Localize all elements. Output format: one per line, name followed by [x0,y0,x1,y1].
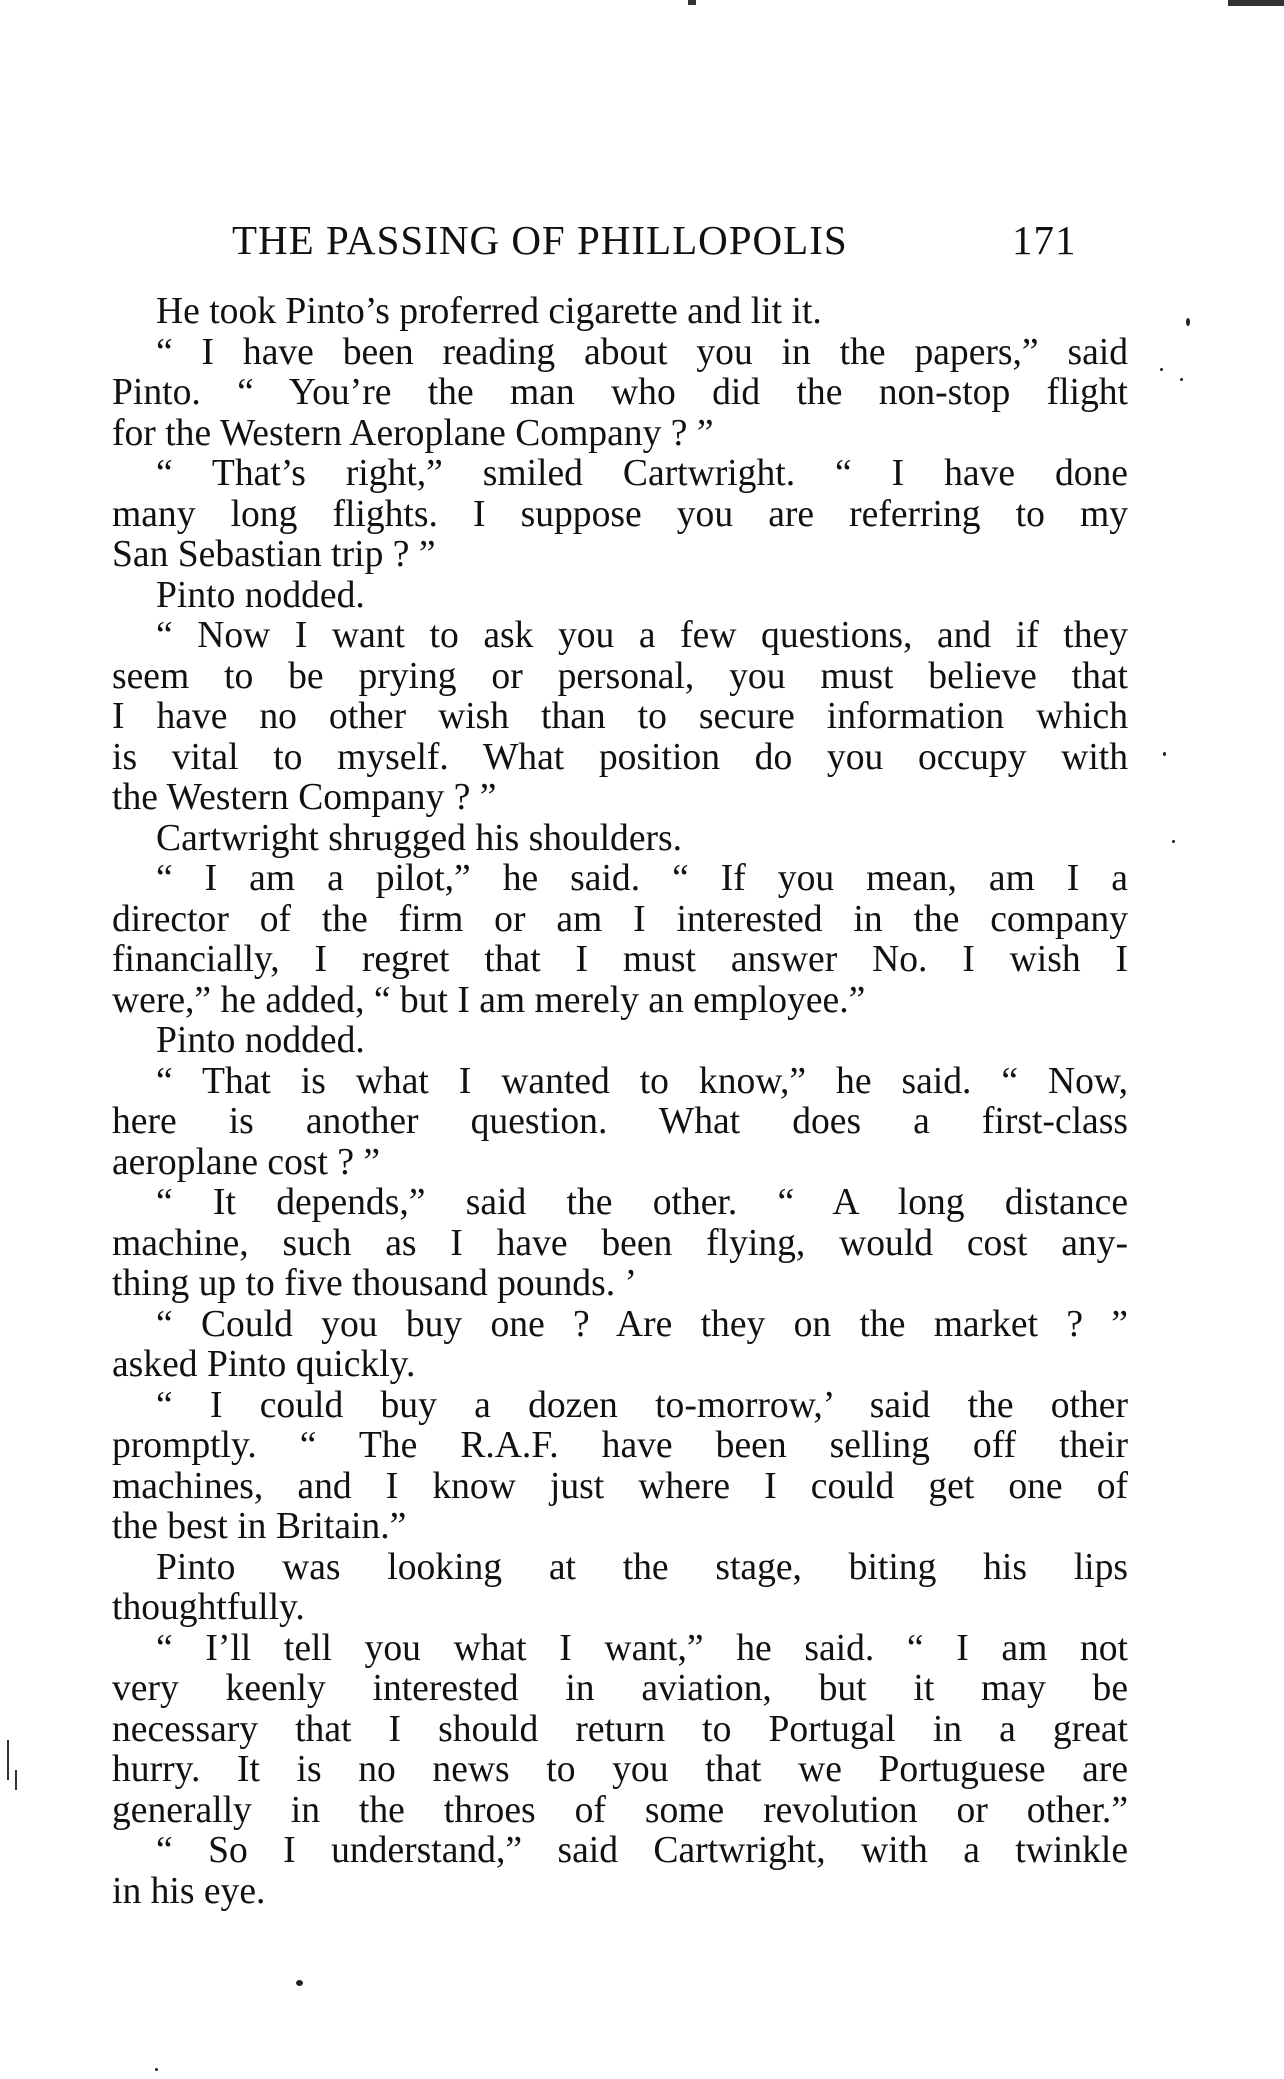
text-line: thing up to five thousand pounds. ’ [112,1264,638,1304]
top-edge-mark [1228,0,1284,6]
text-line: is vital to myself. What position do you occupy with [112,737,1128,778]
left-edge-mark [7,1740,9,1780]
page-number: 171 [1012,217,1077,263]
text-line: thoughtfully. [112,1588,305,1628]
running-head [232,210,1132,270]
text-line: “ I am a pilot,” he said. “ If you mean, am I a [156,859,1128,899]
text-line: machines, and I know just where I could get one of [112,1466,1128,1507]
margin-speck [1163,752,1166,756]
text-line: very keenly interested in aviation, but it may be [112,1669,1128,1709]
text-line: Pinto nodded. [156,1021,365,1061]
body-text [112,292,1128,1912]
left-edge-mark [15,1770,17,1790]
text-line: many long flights. I suppose you are referring to my [112,494,1128,535]
margin-speck [1172,840,1175,843]
text-line: here is another question. What does a first-class [112,1102,1128,1142]
text-line: the Western Company ? ” [112,778,497,818]
text-line: “ I’ll tell you what I want,” he said. “ I am not [156,1628,1128,1669]
text-line: “ Could you buy one ? Are they on the market ? ” [156,1304,1128,1345]
running-title: THE PASSING OF PHILLOPOLIS [232,217,848,263]
text-line: in his eye. [112,1871,266,1912]
text-line: for the Western Aeroplane Company ? ” [112,413,714,454]
text-line: I have no other wish than to secure information which [112,697,1128,737]
text-line: “ That is what I wanted to know,” he said. “ Now, [156,1061,1128,1102]
text-line: were,” he added, “ but I am merely an employee.” [112,980,866,1021]
text-line: Pinto was looking at the stage, biting his lips [156,1547,1128,1588]
text-line: “ So I understand,” said Cartwright, with a twinkle [156,1831,1128,1871]
text-line: promptly. “ The R.A.F. have been selling off their [112,1426,1128,1466]
text-line: “ That’s right,” smiled Cartwright. “ I have done [156,454,1128,494]
text-line: the best in Britain.” [112,1507,407,1547]
margin-speck [1186,318,1190,326]
text-line: “ Now I want to ask you a few questions, and if they [156,616,1128,656]
bottom-speck [296,1980,303,1986]
text-line: Pinto nodded. [156,575,365,616]
text-line: “ I could buy a dozen to-morrow,’ said the other [156,1385,1128,1426]
text-line: “ It depends,” said the other. “ A long distance [156,1183,1128,1223]
top-edge-mark [688,0,696,5]
text-line: financially, I regret that I must answer No. I wish I [112,940,1128,980]
bottom-speck [155,2068,158,2071]
text-line: Pinto. “ You’re the man who did the non-stop flight [112,373,1128,413]
text-line: machine, such as I have been flying, would cost any- [112,1223,1128,1264]
text-line: “ I have been reading about you in the papers,” said [156,332,1128,373]
text-line: aeroplane cost ? ” [112,1142,381,1183]
text-line: director of the firm or am I interested in the company [112,899,1128,940]
text-line: hurry. It is no news to you that we Portuguese are [112,1750,1128,1790]
text-line: seem to be prying or personal, you must believe that [112,656,1128,697]
text-line: San Sebastian trip ? ” [112,535,436,575]
margin-speck [1180,378,1183,381]
margin-speck [1160,368,1163,371]
text-line: necessary that I should return to Portugal in a great [112,1709,1128,1750]
text-line: generally in the throes of some revolution or other.” [112,1790,1128,1831]
text-line: Cartwright shrugged his shoulders. [156,818,683,859]
text-line: asked Pinto quickly. [112,1345,416,1385]
text-line: He took Pinto’s proferred cigarette and lit it. [156,292,822,332]
